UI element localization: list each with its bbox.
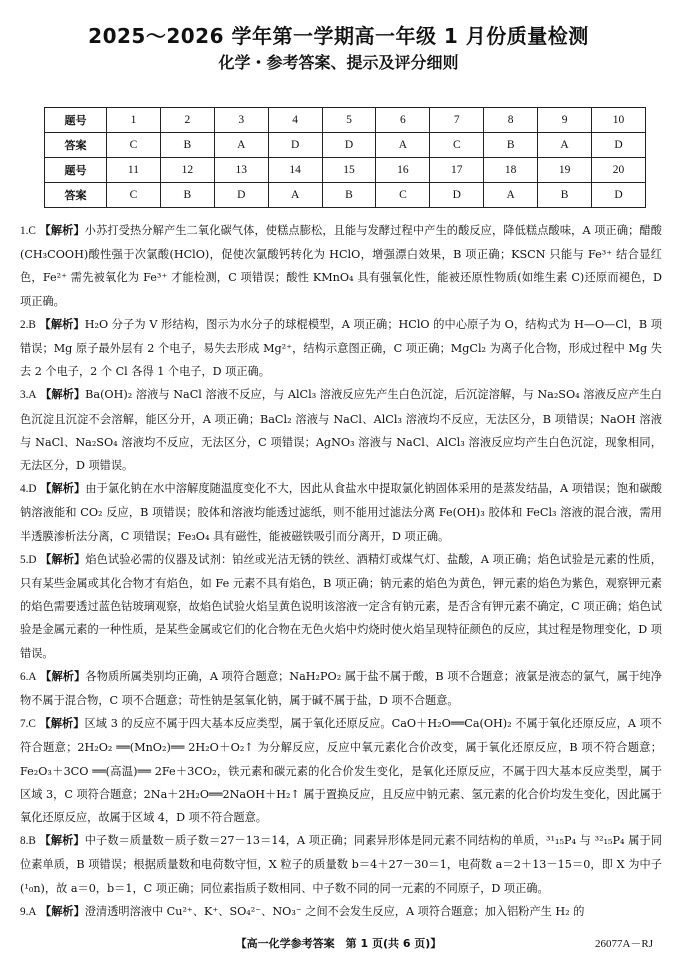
answer-cell: D [322,133,376,158]
answer-cell: D [592,183,646,208]
question-number-cell: 20 [592,158,646,183]
answer-cell: D [430,183,484,208]
answer-row [45,133,646,158]
answer-cell: A [268,183,322,208]
answer-cell: B [160,133,214,158]
explanation-text: 焰色试验必需的仪器及试剂：铂丝或光洁无锈的铁丝、酒精灯或煤气灯、盐酸，A 项正确；焰色试验是元素的性质，只有某些金属或其化合物才有焰色，如 Fe 元素不具有焰色，B 项正确；钠元素的焰色为黄色，钾元素的焰色为紫色，观察钾元素的焰色需要透过蓝色钴玻璃观察，故焰色试验火焰呈黄色说明该溶液一定含有钠元素，是否含有钾元素不确定，C 项正确；焰色试验是金属元素的一种性质，是某些金属或它们的化合物在无色火焰中灼烧时使火焰呈现特征颜色的反应，其过程是物理变化，D 项错误。 [20,552,662,660]
explanation-item [20,548,662,665]
explanation-item [20,383,662,477]
question-number-cell: 4 [268,108,322,133]
question-number-cell: 10 [592,108,646,133]
analysis-tag: 【解析】 [40,669,86,683]
question-number-cell: 14 [268,158,322,183]
question-number-cell: 18 [484,158,538,183]
row-label-answer: 答案 [45,133,107,158]
explanation-text: 区域 3 的反应不属于四大基本反应类型，属于氧化还原反应。CaO＋H₂O══Ca(OH)₂ 不属于氧化还原反应，A 项不符合题意；2H₂O₂ ══(MnO₂)══ 2H₂O＋O₂↑ 为分解反应，反应中氧元素化合价改变，属于氧化还原反应，B 项不符合题意；Fe₂O₃＋3CO ══(高温)══ 2Fe＋3CO₂，铁元素和碳元素的化合价发生变化，是氧化还原反应，不属于四大基本反应类型，属于区域 3，C 项符合题意；2Na＋2H₂O══2NaOH＋H₂↑ 属于置换反应，且反应中钠元素、氢元素的化合价均发生变化，因此属于氧化还原反应，故属于区域 4，D 项不符合题意。 [20,717,662,825]
answer-row [45,183,646,208]
analysis-tag: 【解析】 [39,717,85,731]
explanation-answer: 2.B [20,318,36,331]
explanation-answer: 5.D [20,553,37,566]
analysis-tag: 【解析】 [40,552,86,566]
question-number-cell: 2 [160,108,214,133]
explanation-item [20,829,662,900]
question-number-cell: 3 [214,108,268,133]
explanation-answer: 6.A [20,670,37,683]
footer-page-label: 【高一化学参考答案 第 1 页(共 6 页)】 [235,937,442,950]
question-number-cell: 17 [430,158,484,183]
question-number-cell: 5 [322,108,376,133]
page-title: 2025～2026 学年第一学期高一年级 1 月份质量检测 [88,24,589,48]
explanation-answer: 7.C [20,718,36,731]
page-subtitle: 化学・参考答案、提示及评分细则 [218,53,459,72]
explanation-answer: 9.A [20,905,37,918]
question-number-row [45,158,646,183]
row-label-number: 题号 [45,158,107,183]
question-number-cell: 1 [107,108,161,133]
answer-cell: A [214,133,268,158]
explanation-text: 各物质所属类别均正确，A 项符合题意；NaH₂PO₂ 属于盐不属于酸，B 项不合题意；液氯是液态的氯气，属于纯净物不属于混合物，C 项不合题意；苛性钠是氢氧化钠，属于碱不属于盐，D 项不合题意。 [20,669,662,708]
explanation-item [20,900,662,924]
question-number-cell: 13 [214,158,268,183]
answer-cell: B [160,183,214,208]
explanation-text: 小苏打受热分解产生二氧化碳气体，使糕点膨松，且能与发酵过程中产生的酸反应，降低糕点酸味，A 项正确；醋酸(CH₃COOH)酸性强于次氯酸(HClO)，促使次氯酸钙转化为 HClO，增强漂白效果，B 项正确；KSCN 只能与 Fe³⁺ 结合显红色，Fe²⁺ 需先被氧化为 Fe³⁺ 才能检测，C 项错误；酸性 KMnO₄ 具有强氧化性，能被还原性物质(如维生素 C)还原而褪色，D 项正确。 [20,224,662,308]
question-number-cell: 12 [160,158,214,183]
question-number-cell: 6 [376,108,430,133]
row-label-answer: 答案 [45,183,107,208]
explanation-text: H₂O 分子为 V 形结构，图示为水分子的球棍模型，A 项正确；HClO 的中心原子为 O，结构式为 H—O—Cl，B 项错误；Mg 原子最外层有 2 个电子，易失去形成 Mg²⁺，结构示意图正确，C 项正确；MgCl₂ 为离子化合物，形成过程中 Mg 失去 2 个电子，2 个 Cl 各得 1 个电子，D 项正确。 [20,317,662,379]
question-number-cell: 11 [107,158,161,183]
explanation-text: 中子数＝质量数－质子数＝27－13＝14，A 项正确；同素异形体是同元素不同结构的单质，³¹₁₅P₄ 与 ³²₁₅P₄ 属于同位素单质，B 项错误；根据质量数和电荷数守恒，X 粒子的质量数 b＝4＋27－30＝1，电荷数 a＝2＋13－15＝0，即 X 为中子(¹₀n)，故 a＝0，b＝1，C 项正确；同位素指质子数相同、中子数不同的同一元素的不同原子，D 项正确。 [20,834,662,895]
question-number-cell: 15 [322,158,376,183]
answer-cell: C [107,183,161,208]
question-number-cell: 19 [538,158,592,183]
explanation-text: Ba(OH)₂ 溶液与 NaCl 溶液不反应，与 AlCl₃ 溶液反应先产生白色沉淀，后沉淀溶解，与 Na₂SO₄ 溶液反应产生白色沉淀且沉淀不会溶解，能区分开，A 项正确；BaCl₂ 溶液与 NaCl、AlCl₃ 溶液均不反应，无法区分，B 项错误；NaOH 溶液与 NaCl、Na₂SO₄ 溶液均不反应，无法区分，C 项错误；AgNO₃ 溶液与 NaCl、AlCl₃ 溶液反应均产生白色沉淀，现象相同，无法区分，D 项错误。 [20,388,662,473]
answer-cell: B [484,133,538,158]
analysis-tag: 【解析】 [39,224,85,237]
page-footer [0,935,677,951]
question-number-cell: 8 [484,108,538,133]
analysis-tag: 【解析】 [40,904,85,918]
answer-cell: C [430,133,484,158]
question-number-cell: 16 [376,158,430,183]
explanation-answer: 8.B [20,835,36,848]
analysis-tag: 【解析】 [39,834,85,848]
explanation-item [20,313,662,384]
answer-table [44,107,646,208]
explanation-answer: 1.C [20,225,36,237]
explanation-item [20,665,662,712]
explanation-item [20,477,662,548]
explanation-answer: 4.D [20,483,37,496]
question-number-cell: 7 [430,108,484,133]
answer-cell: B [322,183,376,208]
answer-cell: B [538,183,592,208]
row-label-number: 题号 [45,108,107,133]
explanation-answer: 3.A [20,389,37,402]
answer-cell: C [107,133,161,158]
answer-cell: D [268,133,322,158]
explanation-text: 澄清透明溶液中 Cu²⁺、K⁺、SO₄²⁻、NO₃⁻ 之间不会发生反应，A 项符合题意；加入铝粉产生 H₂ 的 [84,904,585,918]
answer-cell: D [592,133,646,158]
answer-cell: D [214,183,268,208]
answer-cell: A [376,133,430,158]
question-number-cell: 9 [538,108,592,133]
answer-cell: A [538,133,592,158]
explanation-item [20,219,662,313]
explanations [20,219,662,924]
answer-cell: C [376,183,430,208]
analysis-tag: 【解析】 [40,482,86,496]
explanation-item [20,712,662,829]
analysis-tag: 【解析】 [39,317,85,331]
analysis-tag: 【解析】 [40,388,86,402]
question-number-row [45,108,646,133]
explanation-text: 由于氯化钠在水中溶解度随温度变化不大，因此从食盐水中提取氯化钠固体采用的是蒸发结晶，A 项错误；饱和碳酸钠溶液能和 CO₂ 反应，B 项错误；胶体和溶液均能透过滤纸，则不能用过滤法分离 Fe(OH)₃ 胶体和 FeCl₃ 溶液的混合液，需用半透膜渗析法分离，C 项错误；Fe₃O₄ 具有磁性，能被磁铁吸引而分离开，D 项正确。 [20,482,662,543]
footer-code: 26077A－RJ [594,938,653,950]
answer-cell: A [484,183,538,208]
